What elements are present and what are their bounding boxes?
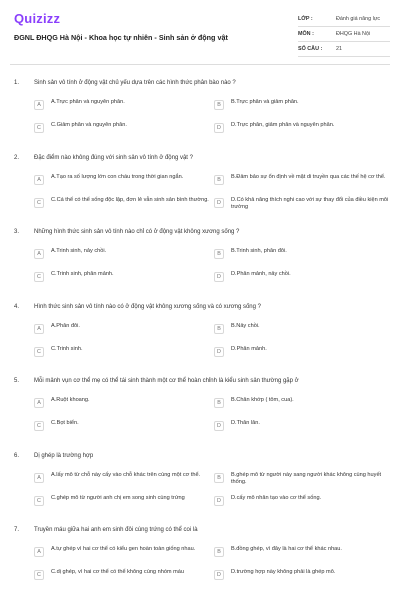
meta-row-class (298, 12, 390, 27)
option-text: A.Tạo ra số lượng lớn con cháu trong thời gian ngắn. (51, 173, 184, 180)
option-letter: D (214, 198, 224, 208)
option-letter: D (214, 570, 224, 580)
question-number: 1. (14, 80, 20, 86)
question-text: Đặc điểm nào không đúng với sinh sản vô tính ở động vật ? (34, 154, 193, 161)
option-letter: D (214, 272, 224, 282)
option-letter: B (214, 175, 224, 185)
option-d[interactable] (214, 119, 390, 137)
option-letter: D (214, 496, 224, 506)
meta-label: LỚP : (298, 16, 313, 22)
option-b[interactable] (214, 245, 390, 263)
option-d[interactable] (214, 268, 390, 286)
option-text: B.Đảm bảo sự ổn định về mặt di truyền qua các thế hệ cơ thể. (231, 173, 386, 180)
option-letter: B (214, 398, 224, 408)
option-letter: C (34, 421, 44, 431)
option-d[interactable] (214, 492, 390, 510)
option-letter: B (214, 547, 224, 557)
option-letter: C (34, 272, 44, 282)
option-text: A.Ruột khoang. (51, 397, 90, 403)
option-b[interactable] (214, 469, 390, 487)
meta-value: ĐHQG Hà Nội (336, 31, 371, 37)
option-text: B.Trực phân và giảm phân. (231, 99, 299, 105)
question-5 (0, 370, 400, 445)
question-text: Truyền máu giữa hai anh em sinh đôi cùng trứng có thể coi là (34, 527, 198, 533)
option-d[interactable] (214, 343, 390, 361)
option-text: D.Thân lân. (231, 420, 260, 426)
option-text: C.dị ghép, vì hai cơ thể có thể không cùng nhóm máu (51, 569, 185, 575)
option-letter: B (214, 100, 224, 110)
option-letter: A (34, 324, 44, 334)
option-letter: C (34, 496, 44, 506)
option-text: C.ghép mô từ người anh chị em song sinh cùng trứng (51, 494, 185, 501)
option-letter: B (214, 473, 224, 483)
option-text: A.Trinh sinh, nảy chồi. (51, 248, 107, 254)
option-text: D.Trực phân, giảm phân và nguyên phân. (231, 122, 335, 128)
option-text: C.Trinh sinh. (51, 345, 83, 352)
meta-row-subject (298, 27, 390, 42)
option-c[interactable] (34, 343, 210, 361)
question-6 (0, 445, 400, 520)
option-c[interactable] (34, 566, 210, 584)
question-text: Những hình thức sinh sản vô tính nào chỉ có ở động vật không xương sống ? (34, 229, 240, 235)
option-text: C.Giảm phân và nguyên phân. (51, 122, 127, 128)
option-letter: A (34, 249, 44, 259)
option-text: D.Phân mảnh. (231, 345, 267, 352)
option-text: C.Cá thể có thể sống độc lập, đơn lẻ vẫn sinh sản bình thường. (51, 196, 209, 203)
meta-value: Đánh giá năng lực (336, 16, 381, 22)
option-text: C.Bọt biển. (51, 420, 79, 426)
option-a[interactable] (34, 543, 210, 561)
option-d[interactable] (214, 417, 390, 435)
question-list (0, 72, 400, 594)
option-letter: D (214, 347, 224, 357)
option-letter: A (34, 398, 44, 408)
option-text: D.trường hợp này không phải là ghép mô. (231, 569, 336, 575)
header-divider (10, 64, 390, 65)
option-text: A.Trực phân và nguyên phân. (51, 99, 125, 105)
question-text: Sinh sản vô tính ở động vật chủ yếu dựa trên các hình thức phân bào nào ? (34, 80, 236, 86)
option-letter: B (214, 249, 224, 259)
option-text: D.Có khả năng thích nghi cao với sự thay đổi của điều kiện môi trường (231, 196, 389, 210)
option-letter: D (214, 421, 224, 431)
option-a[interactable] (34, 394, 210, 412)
option-b[interactable] (214, 171, 390, 189)
question-number: 7. (14, 527, 20, 533)
option-letter: A (34, 473, 44, 483)
question-number: 5. (14, 378, 20, 384)
option-c[interactable] (34, 194, 210, 212)
option-letter: C (34, 123, 44, 133)
option-letter: C (34, 347, 44, 357)
option-a[interactable] (34, 96, 210, 114)
option-d[interactable] (214, 194, 390, 212)
question-number: 3. (14, 229, 20, 235)
option-letter: A (34, 175, 44, 185)
option-text: D.Phân mảnh, nảy chồi. (231, 271, 291, 277)
question-number: 4. (14, 303, 20, 310)
option-letter: C (34, 198, 44, 208)
meta-value: 21 (336, 46, 342, 52)
option-a[interactable] (34, 171, 210, 189)
option-b[interactable] (214, 543, 390, 561)
question-3 (0, 221, 400, 296)
option-text: C.Trinh sinh, phân mảnh. (51, 271, 114, 277)
option-letter: C (34, 570, 44, 580)
question-text: Mỗi mảnh vụn cơ thể mẹ có thể tái sinh thành một cơ thể hoàn chỉnh là kiểu sinh sản thường gặp ở (34, 378, 299, 384)
quizizz-logo: Quizizz (14, 11, 61, 26)
option-text: A.lấy mô từ chỗ này cấy vào chỗ khác trên cùng một cơ thể. (51, 471, 201, 478)
option-a[interactable] (34, 245, 210, 263)
meta-label: MÔN : (298, 31, 314, 37)
question-4 (0, 296, 400, 371)
option-b[interactable] (214, 96, 390, 114)
option-text: B.ghép mô từ người này sang người khác không cùng huyết thống. (231, 471, 382, 485)
question-text: Dị ghép là trường hợp (34, 452, 94, 459)
worksheet-header (0, 0, 400, 62)
option-letter: B (214, 324, 224, 334)
option-text: A.Phân đôi. (51, 322, 80, 329)
option-d[interactable] (214, 566, 390, 584)
option-letter: A (34, 547, 44, 557)
worksheet-meta (298, 12, 390, 57)
option-a[interactable] (34, 469, 210, 487)
question-number: 2. (14, 154, 20, 161)
option-letter: D (214, 123, 224, 133)
question-number: 6. (14, 452, 20, 459)
option-c[interactable] (34, 268, 210, 286)
meta-row-count (298, 42, 390, 57)
option-c[interactable] (34, 492, 210, 510)
option-text: B.Nảy chồi. (231, 322, 260, 329)
option-letter: A (34, 100, 44, 110)
option-c[interactable] (34, 417, 210, 435)
question-7 (0, 519, 400, 594)
option-b[interactable] (214, 320, 390, 338)
option-text: B.đồng ghép, vì đây là hai cơ thể khác nhau. (231, 546, 342, 552)
option-text: A.tự ghép vì hai cơ thể có kiểu gen hoàn toàn giống nhau. (51, 546, 196, 552)
option-text: B.Trinh sinh, phân đôi. (231, 248, 287, 254)
question-text: Hình thức sinh sản vô tính nào có ở động vật không xương sống và có xương sống ? (34, 303, 261, 310)
option-a[interactable] (34, 320, 210, 338)
option-c[interactable] (34, 119, 210, 137)
option-b[interactable] (214, 394, 390, 412)
meta-label: SỐ CÂU : (298, 46, 323, 52)
option-text: D.cấy mô nhân tạo vào cơ thể sống. (231, 494, 322, 501)
question-1 (0, 72, 400, 147)
question-2 (0, 147, 400, 222)
worksheet-title: ĐGNL ĐHQG Hà Nội - Khoa học tự nhiên - Sinh sản ở động vật (14, 33, 228, 42)
option-text: B.Chân khớp ( tôm, cua). (231, 397, 294, 403)
